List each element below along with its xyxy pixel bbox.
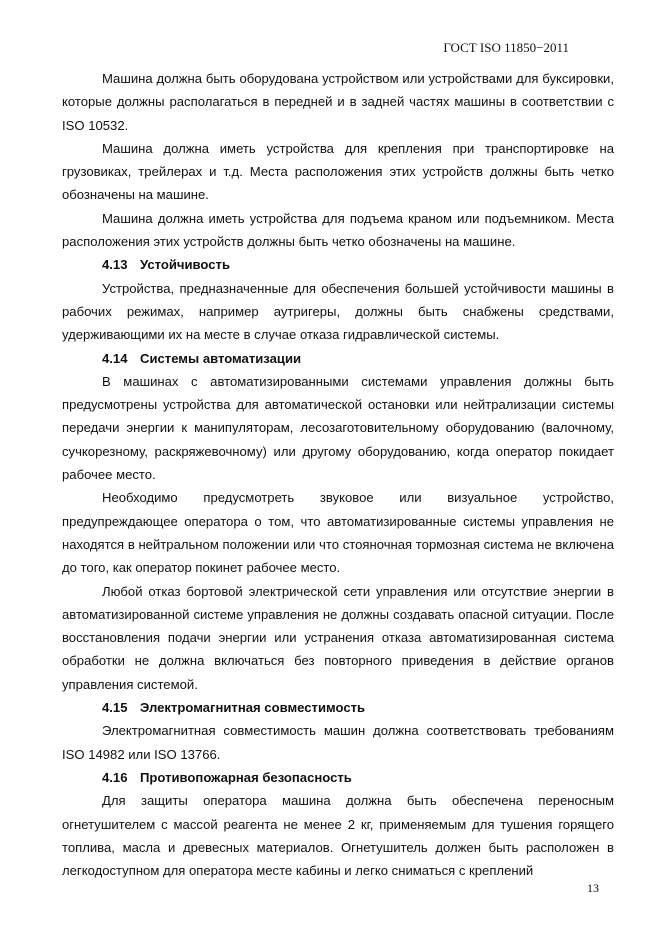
paragraph: Необходимо предусмотреть звуковое или визуальное устройство, предупреждающее оператора о том, что автоматизированные системы управления не находятся в нейтральном положении или что стояночная тормозная система не включена до того, как оператор покинет рабочее место. [62, 490, 614, 576]
section-number: 4.16 [102, 769, 128, 785]
document-body [62, 67, 614, 882]
section-title: Противопожарная безопасность [140, 769, 352, 785]
section-heading-4-13 [62, 253, 614, 276]
section-heading-4-14 [62, 347, 614, 370]
paragraph: Машина должна иметь устройства для подъема краном или подъемником. Места расположения этих устройств должны быть четко обозначены на машине. [62, 210, 614, 250]
section-heading-4-15 [62, 696, 614, 719]
paragraph: Машина должна быть оборудована устройством или устройствами для буксировки, которые должны располагаться в передней и в задней частях машины в соответствии с ISO 10532. [62, 71, 614, 133]
section-number: 4.13 [102, 257, 128, 273]
section-number: 4.15 [102, 700, 128, 716]
paragraph: Любой отказ бортовой электрической сети управления или отсутствие энергии в автоматизированной системе управления не должны создавать опасной ситуации. После восстановления подачи энергии или устранения отказа автоматизированная система обработки не должна включаться без повторного приведения в действие органов управления системой. [62, 583, 614, 692]
paragraph: Устройства, предназначенные для обеспечения большей устойчивости машины в рабочих режимах, например аутригеры, должны быть снабжены средствами, удерживающими их на месте в случае отказа гидравлической системы. [62, 280, 614, 343]
paragraph: Для защиты оператора машина должна быть обеспечена переносным огнетушителем с массой реагента не менее 2 кг, применяемым для тушения горящего топлива, масла и древесных материалов. Огнетушитель должен быть расположен в легкодоступном для оператора месте кабины и легко сниматься с креплений [62, 793, 614, 879]
paragraph: Машина должна иметь устройства для крепления при транспортировке на грузовиках, трейлерах и т.д. Места расположения этих устройств должны быть четко обозначены на машине. [62, 140, 614, 203]
section-heading-4-16 [62, 766, 614, 789]
paragraph: Электромагнитная совместимость машин должна соответствовать требованиям ISO 14982 или ISO 13766. [62, 723, 614, 762]
page-number: 13 [587, 881, 599, 895]
paragraph: В машинах с автоматизированными системами управления должны быть предусмотрены устройства для автоматической остановки или нейтрализации системы передачи энергии к манипуляторам, лесозаготовительному оборудованию (валочному, сучкорезному, раскряжевочному) или другому оборудованию, когда оператор покидает рабочее место. [62, 373, 614, 483]
section-title: Устойчивость [140, 257, 230, 273]
section-title: Электромагнитная совместимость [140, 700, 366, 716]
section-title: Системы автоматизации [140, 350, 302, 366]
document-header: ГОСТ ISO 11850−2011 [443, 40, 569, 55]
section-number: 4.14 [102, 350, 128, 366]
